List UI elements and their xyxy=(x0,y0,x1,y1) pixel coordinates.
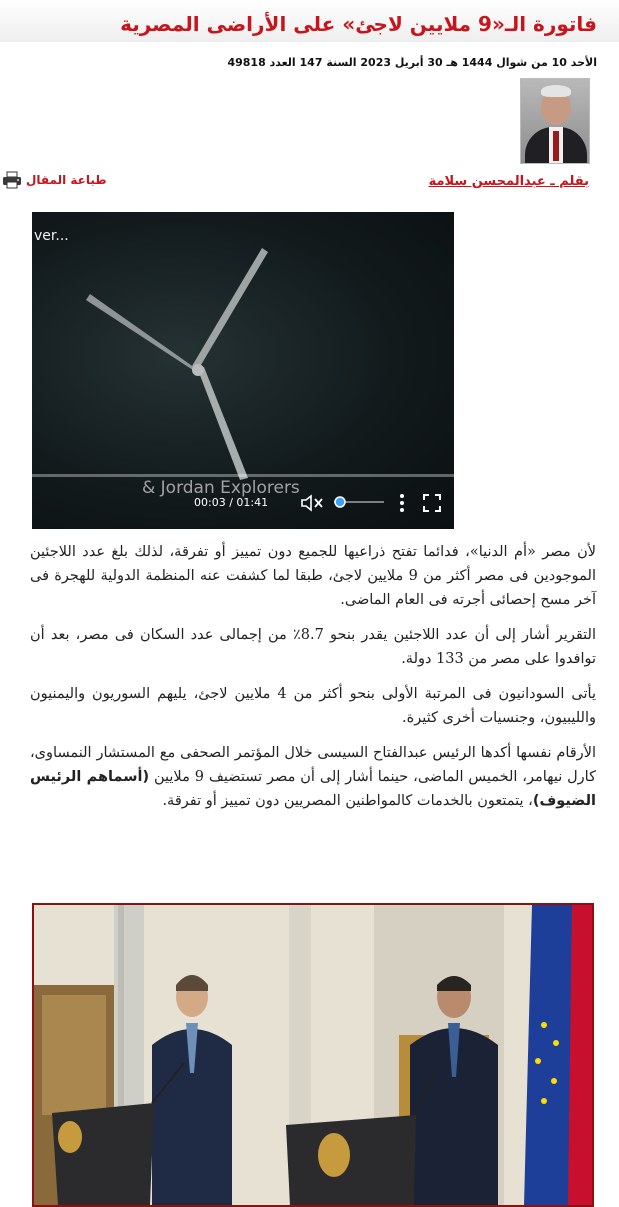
mute-icon[interactable] xyxy=(300,494,326,512)
article-paragraph: يأتى السودانيون فى المرتبة الأولى بنحو أكثر من 4 ملايين لاجئ، يليهم السوريون واليمنيون والليبيون، وجنسيات أخرى كثيرة. xyxy=(30,686,596,726)
article-date-meta: الأحد 10 من شوال 1444 هـ 30 أبريل 2023 السنة 147 العدد 49818 xyxy=(227,56,597,69)
volume-slider-knob[interactable] xyxy=(335,497,345,507)
author-photo-hair xyxy=(541,85,571,97)
paragraph-text-end: ، يتمتعون بالخدمات كالمواطنين المصريين دون تمييز أو تفرقة. xyxy=(162,793,533,809)
press-conference-photo xyxy=(32,903,594,1207)
printer-icon xyxy=(2,170,22,190)
video-title: ver... xyxy=(34,228,69,244)
video-progress-track[interactable] xyxy=(32,474,454,477)
print-article-link[interactable] xyxy=(2,170,107,190)
wind-turbine-frame xyxy=(52,242,342,482)
fullscreen-icon[interactable] xyxy=(422,493,442,513)
paragraph-bold-text: (أسماهم الرئيس الضيوف) xyxy=(30,769,596,809)
author-byline-link[interactable]: بقلم ـ عبدالمحسن سلامة xyxy=(428,174,589,189)
video-player[interactable] xyxy=(32,212,454,529)
article-paragraph: التقرير أشار إلى أن عدد اللاجئين يقدر بنحو 8.7٪ من إجمالى عدد السكان فى مصر، بعد أن توافدوا على مصر من 133 دولة. xyxy=(30,627,596,667)
author-photo-tie xyxy=(553,131,559,161)
article-title: فاتورة الـ«9 ملايين لاجئ» على الأراضى المصرية xyxy=(120,12,597,36)
paragraph-text: الأرقام نفسها أكدها الرئيس عبدالفتاح السيسى خلال المؤتمر الصحفى مع المستشار النمساوى، كارل نيهامر، الخميس الماضى، حينما أشار إلى أن مصر تستضيف 9 ملايين xyxy=(30,745,597,785)
article-paragraph: لأن مصر «أم الدنيا»، فدائما تفتح ذراعيها للجميع دون تمييز أو تفرقة، لذلك بلغ عدد اللاجئين الموجودين فى مصر أكثر من 9 ملايين لاجئ، طبقا لما كشفت عنه المنظمة الدولية للهجرة فى آخر مسح إحصائى أجرته فى العام الماضى. xyxy=(30,544,596,608)
video-time: 00:03 / 01:41 xyxy=(194,496,269,509)
print-article-label: طباعة المقال xyxy=(26,173,107,187)
volume-slider[interactable] xyxy=(334,495,384,509)
more-options-icon[interactable] xyxy=(398,492,406,514)
author-photo xyxy=(520,78,590,164)
article-body xyxy=(30,540,596,824)
press-conference-illustration xyxy=(34,905,592,1205)
article-paragraph xyxy=(30,741,596,813)
video-watermark: & Jordan Explorers xyxy=(142,478,300,498)
